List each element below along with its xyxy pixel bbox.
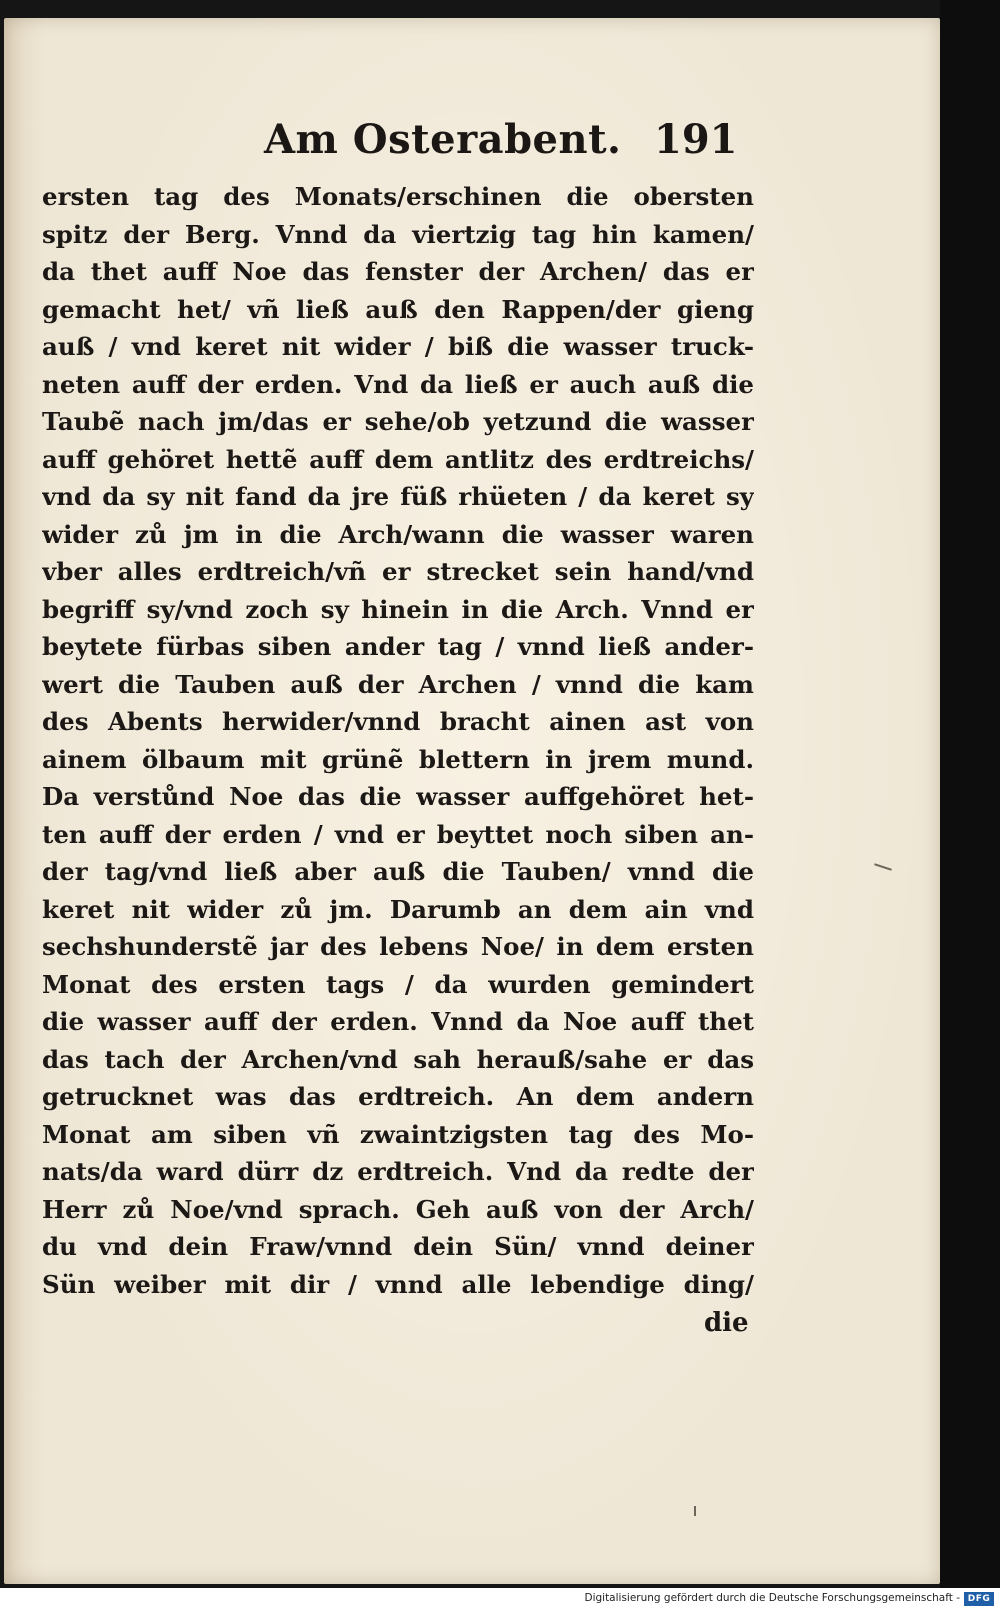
digitization-footer (0, 1588, 1000, 1611)
text-line: getrucknet was das erdtreich. An dem andern (42, 1082, 754, 1111)
paper-mark (874, 863, 892, 870)
text-line: beytete fürbas siben ander tag / vnnd ließ ander- (42, 632, 754, 661)
text-line: vber alles erdtreich/vñ er strecket sein hand/vnd (42, 557, 754, 586)
text-line: auff gehöret hettẽ auff dem antlitz des erdtreichs/ (42, 444, 754, 474)
text-line: auß / vnd keret nit wider / biß die wasser truck- (42, 332, 754, 361)
book-edge (940, 0, 1000, 1611)
text-line: da thet auff Noe das fenster der Archen/ das er (42, 257, 754, 286)
running-head: Am Osterabent. (264, 116, 622, 163)
text-line: wider zů jm in die Arch/wann die wasser waren (42, 519, 754, 549)
text-line: wert die Tauben auß der Archen / vnnd die kam (42, 669, 754, 699)
text-line: begriff sy/vnd zoch sy hinein in die Arch. Vnnd er (42, 594, 754, 624)
folio-number: 191 (654, 116, 738, 163)
paper-mark (694, 1506, 696, 1516)
text-line: des Abents herwider/vnnd bracht ainen ast von (42, 707, 754, 736)
text-line: Taubẽ nach jm/das er sehe/ob yetzund die wasser (42, 407, 754, 436)
page-header (264, 116, 784, 176)
text-line: Da verstůnd Noe das die wasser auffgehöret het- (42, 782, 754, 811)
text-line: spitz der Berg. Vnnd da viertzig tag hin kamen/ (42, 219, 754, 249)
text-line: ainem ölbaum mit grünẽ blettern in jrem mund. (42, 744, 754, 774)
book-page (4, 18, 940, 1584)
text-line: du vnd dein Fraw/vnnd dein Sün/ vnnd deiner (42, 1232, 754, 1261)
text-line: die wasser auff der erden. Vnnd da Noe auff thet (42, 1007, 754, 1036)
body-text (42, 178, 754, 1303)
text-line: Monat des ersten tags / da wurden gemindert (42, 969, 754, 999)
funding-credit: Digitalisierung gefördert durch die Deutsche Forschungsgemeinschaft - (584, 1592, 960, 1604)
text-line: vnd da sy nit fand da jre füß rhüeten / da keret sy (42, 482, 754, 511)
text-line: sechshunderstẽ jar des lebens Noe/ in dem ersten (42, 932, 754, 961)
text-line: gemacht het/ vñ ließ auß den Rappen/der gieng (42, 294, 754, 324)
text-line: Herr zů Noe/vnd sprach. Geh auß von der Arch/ (42, 1194, 754, 1224)
text-line: Sün weiber mit dir / vnnd alle lebendige ding/ (42, 1269, 754, 1299)
dfg-logo: DFG (964, 1592, 994, 1606)
text-line: der tag/vnd ließ aber auß die Tauben/ vnnd die (42, 857, 754, 886)
text-line: ten auff der erden / vnd er beyttet noch siben an- (42, 819, 754, 849)
catchword: die (704, 1308, 749, 1338)
text-line: das tach der Archen/vnd sah herauß/sahe er das (42, 1044, 754, 1074)
text-line: Monat am siben vñ zwaintzigsten tag des Mo- (42, 1119, 754, 1149)
text-line: nats/da ward dürr dz erdtreich. Vnd da redte der (42, 1157, 754, 1186)
text-line: keret nit wider zů jm. Darumb an dem ain vnd (42, 894, 754, 924)
text-line: neten auff der erden. Vnd da ließ er auch auß die (42, 369, 754, 399)
text-line: ersten tag des Monats/erschinen die obersten (42, 182, 754, 211)
